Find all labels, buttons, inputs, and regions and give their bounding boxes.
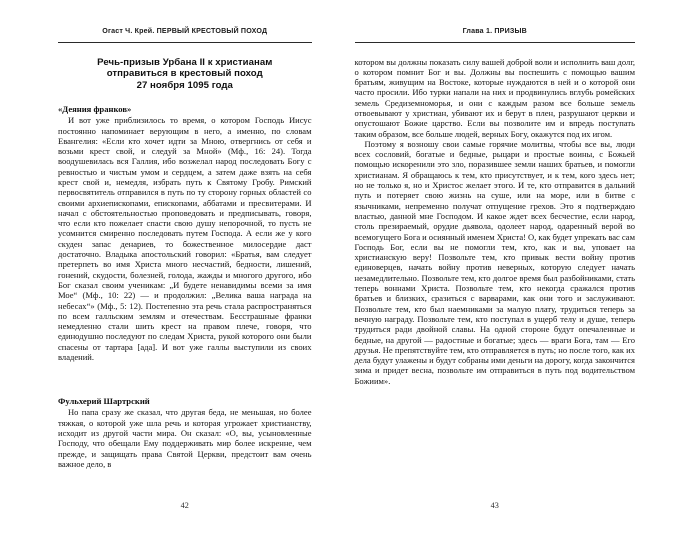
paragraph: Но папа сразу же сказал, что другая беда, не меньшая, но более тяжкая, о которой уже шла речь и которая угрожает христианству, исходит из другой части мира. Он сказал: «О, вы, усыновленные Господу, что обещали Ему поддерживать мир более искренне, чем прежде, и защищать права Святой Церкви, предстоит вам очень важное дело, в (58, 407, 312, 469)
right-column-body (355, 57, 636, 387)
paragraph: И вот уже приблизилось то время, о котором Господь Иисус постоянно напоминает верующим в него, а именно, по словам Евангелия: «Если кто хочет идти за Мною, отвергнись от себя и возьми крест свой, и следуй за Мной» (Мф., 16: 24). Тогда воодушевилась вся Галлия, ибо возжелал народ последовать Богу с ревностью и чистым умом и сердцем, а затем даже взять на себя крест свой и, немедля, избрать путь к Святому Гробу. Римский первосвятитель отправился в путь по ту сторону горных областей со своими архиепископами, епископами, аббатами и пресвитерами. И начал с обстоятельностью проповедовать и предписывать, говоря, что если кто пожелает спасти свою душу непорочной, то пусть не усомнится смиренно последовать путем Господа. А если же у кого скуден запас денариев, то божественное милосердие даст достаточно. Владыка апостольский говорил: «Братья, вам следует претерпеть во имя Христа много несчастий, бедности, лишений, гонений, скудости, болезней, голода, жажды и многого другого, ибо Бог сказал своим ученикам: „И будете ненавидимы всеми за имя Мое“ (Мф., 10: 22) — и продолжил: „Велика ваша награда на небесах“» (Мф., 5: 12). Постепенно эта речь стала распространяться по всем галльским землям и отечествам. Бесстрашные франки немедленно стали шить крест на правом плече, говоря, что единодушно последуют по следам Христа, рукой которого они были спасены от тартара [ада]. И вот уже галлы выступили из своих владений. (58, 115, 312, 363)
page-title (58, 57, 312, 93)
section-heading-deyaniya-frankov: «Деяния франков» (58, 104, 132, 115)
paragraph: Поэтому я возношу свои самые горячие молитвы, чтобы все вы, люди всех сословий, богатые и бедные, рыцари и простые воины, с Божьей помощью искоренили это зло, поразившее земли наших братьев, и помогли христианам. Я обращаюсь к тем, кто присутствует, и к тем, кого здесь нет; но не только я, но и Христос желает этого. И те, кто отправится в дальний путь и потеряет свою жизнь на суше, или на море, или в битве с язычниками, непременно получат отпущение грехов. Это я подтверждаю властью, данной мне Господом. И какое ждет всех бесчестие, если народ, столь презираемый, орудие дьявола, одолеет народ, одаренный верой во всемогущего Бога и осиянный именем Христа! О, как будет упрекать вас сам Господь Бог, если вы не помогли тем, кто, как и вы, уповает на христианскую веру! Позвольте тем, кто привык вести войну против единоверцев, начать войну против неверных, которую следует начать незамедлительно. Позвольте тем, кто долгое время был разбойниками, стать теперь воннами Христа. Позвольте тем, кто некогда сражался против братьев и близких, сразиться с варварами, как они того и заслуживают. Позвольте тем, кто был наемниками за малую плату, трудиться теперь за вечную награду. Позвольте тем, кто поступал в ущерб телу и душе, теперь трудиться ради двойной славы. На одной стороне будут опечаленные и бедные, на другой — радостные и богатые; здесь — враги Бога, там — Его друзья. Не препятствуйте тем, кто отправляется в путь; но после того, как их дела будут улажены и будут собраны ими деньги на дорогу, когда закончится зима и придет весна, позвольте им отправиться в путь под водительством Божиим». (354, 138, 635, 386)
paragraph: котором вы должны показать силу вашей доброй воли и исполнить ваш долг, о котором помнит Бог и вы. Должны вы поспешить с помощью вашим братьям, живущим на Востоке, которые нуждаются в ней и о которой они часто просили. Ибо турки напали на них и продвинулись вглубь ромейских земель Средиземноморья, и они с каждым разом все больше земель отвоевывают у христиан, убивают их и берут в плен, разрушают церкви и опустошают Божие царство. Если вы позволите им и впредь поступать таким образом, все больше людей, верных Богу, окажутся под их игом. (354, 56, 635, 139)
folio-right: 43 (490, 501, 499, 510)
section-spacer (58, 362, 312, 384)
page-title-line-2: отправиться в крестовый поход (106, 68, 263, 80)
section-heading-fulcher-chartres: Фульхерий Шартрский (58, 396, 150, 407)
running-head-right: Глава 1. ПРИЗЫВ (462, 27, 527, 35)
running-head-left: Огаст Ч. Крей. ПЕРВЫЙ КРЕСТОВЫЙ ПОХОД (102, 27, 268, 35)
header-rule-right (355, 42, 636, 43)
page-title-line-1: Речь-призыв Урбана II к христианам (97, 56, 273, 68)
header-rule-left (58, 42, 312, 43)
folio-left: 42 (180, 501, 189, 510)
page-right (339, 0, 677, 540)
page-title-line-3: 27 ноября 1095 года (136, 80, 233, 92)
left-column-body (58, 104, 312, 469)
